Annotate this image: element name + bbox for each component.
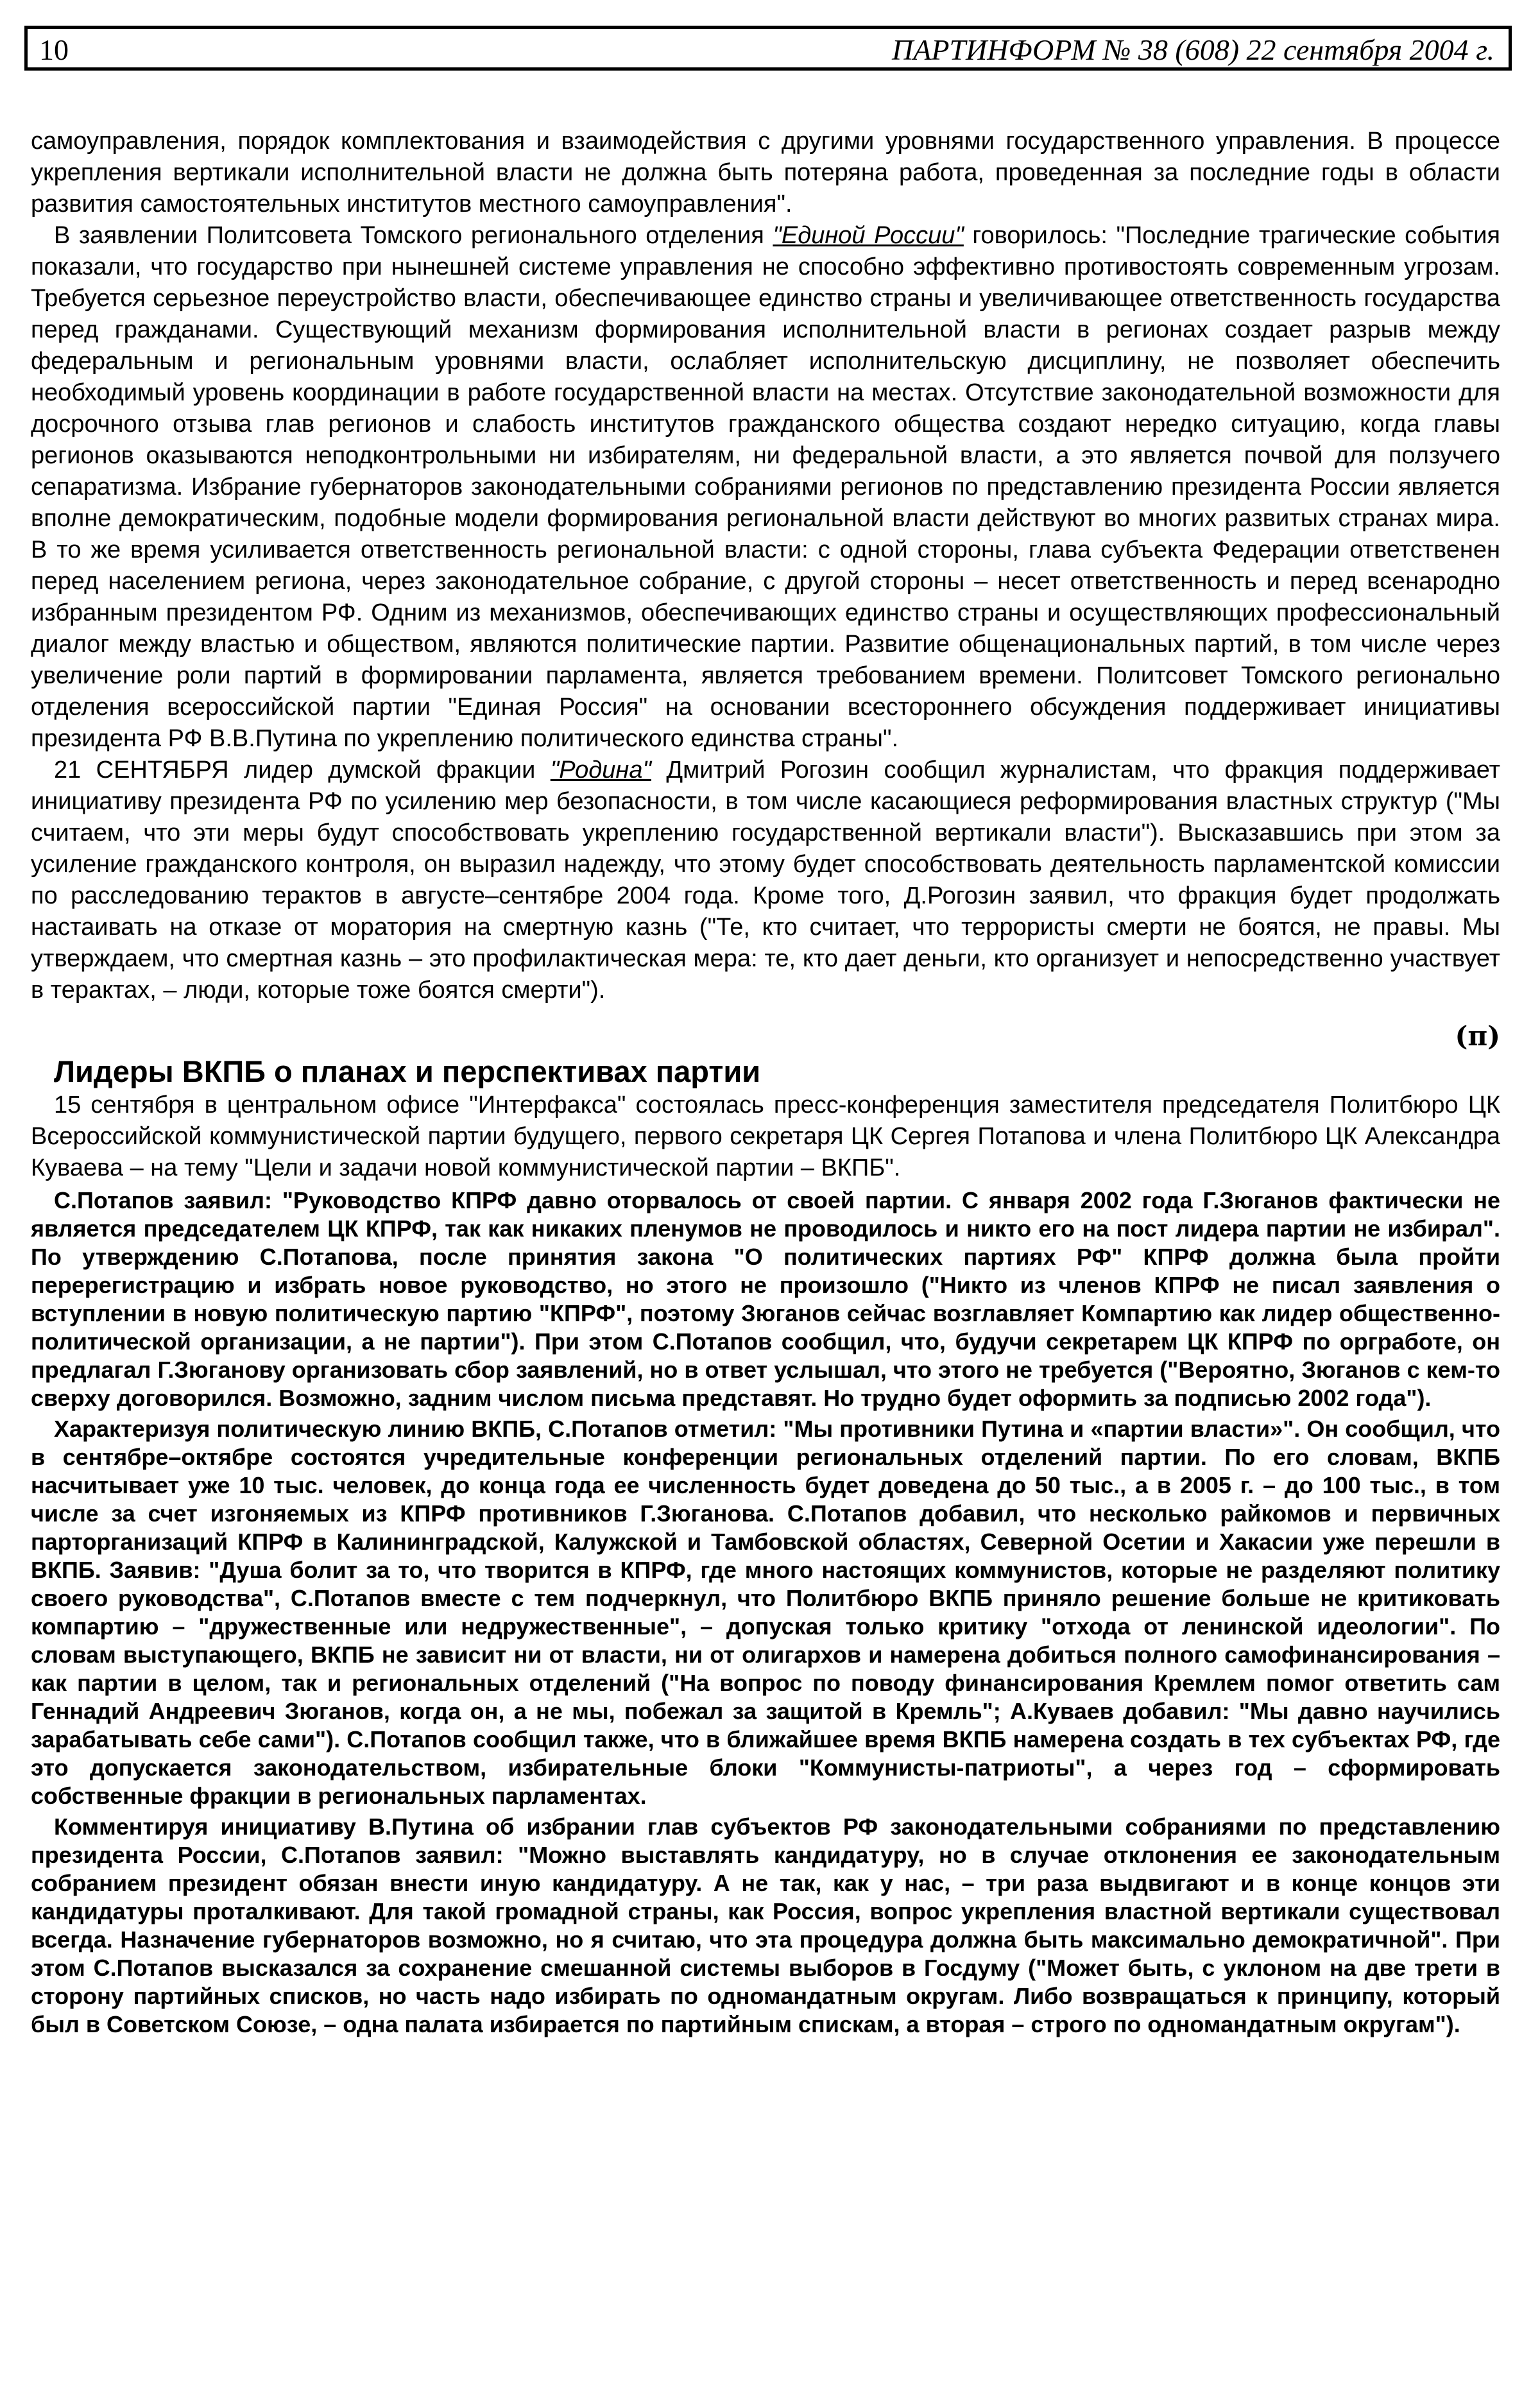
- article-title: Лидеры ВКПБ о планах и перспективах партии: [54, 1054, 761, 1088]
- paragraph-text: Дмитрий Рогозин сообщил журналистам, что фракция поддерживает инициативу президента РФ по усилению мер безопасности, в том числе касающиеся реформирования властных структур ("Мы считаем, что эти меры будут способствовать укреплению государственной вертикали власти"). Высказавшись при этом за усиление гражданского контроля, он выразил надежду, что этому будет способствовать деятельность парламентской комиссии по расследованию терактов в августе–сентябре 2004 года. Кроме того, Д.Рогозин заявил, что фракция будет продолжать настаивать на отказе от моратория на смертную казнь ("Те, кто считает, что террористы смерти не боятся, не правы. Мы утверждаем, что смертная казнь – это профилактическая мера: те, кто дает деньги, кто организует и непосредственно участвует в терактах, – люди, которые тоже боятся смерти").: [31, 757, 1501, 1004]
- paragraph-text: 21 СЕНТЯБРЯ лидер думской фракции: [54, 757, 551, 784]
- article-paragraph: [31, 220, 1500, 755]
- issue-info: ПАРТИНФОРМ № 38 (608) 22 сентября 2004 г.: [892, 33, 1494, 66]
- paragraph-text: говорилось: "Последние трагические события показали, что государство при нынешней системе управления не способно эффективно противостоять современным угрозам. Требуется серьезное переустройство власти, обеспечивающее единство страны и увеличивающее ответственность государства перед гражданами. Существующий механизм формирования исполнительной власти в регионах создает разрыв между федеральным и региональным уровнями власти, ослабляет исполнительскую дисциплину, не позволяет обеспечить необходимый уровень координации в работе государственной власти на местах. Отсутствие законодательной возможности для досрочного отзыва глав регионов и слабость институтов гражданского общества создают нередко ситуацию, когда главы регионов оказываются неподконтрольными ни избирателям, ни федеральной власти, а это является почвой для ползучего сепаратизма. Избрание губернаторов законодательными собраниями регионов по представлению президента России является вполне демократическим, подобные модели формирования региональной власти действуют во многих развитых странах мира. В то же время усиливается ответственность региональной власти: с одной стороны, глава субъекта Федерации ответственен перед населением региона, через законодательное собрание, с другой стороны – несет ответственность и перед всенародно избранным президентом РФ. Одним из механизмов, обеспечивающих единство страны и осуществляющих профессиональный диалог между властью и обществом, являются политические партии. Развитие общенациональных партий, в том числе через увеличение роли партий в формировании парламента, является требованием времени. Политсовет Томского регионально отделения всероссийской партии "Единая Россия" на основании всестороннего обсуждения поддерживает инициативы президента РФ В.В.Путина по укреплению политического единства страны".: [31, 222, 1501, 752]
- paragraph-text: В заявлении Политсовета Томского регионального отделения: [54, 222, 773, 249]
- party-link-rodina[interactable]: "Родина": [550, 757, 651, 784]
- article-paragraph: самоуправления, порядок комплектования и взаимодействия с другими уровнями государственного управления. В процессе укрепления вертикали исполнительной власти не должна быть потеряна работа, проведенная за последние годы в области развития самостоятельных институтов местного самоуправления".: [31, 128, 1500, 218]
- article-paragraph: С.Потапов заявил: "Руководство КПРФ давно оторвалось от своей партии. С января 2002 года Г.Зюганов фактически не является председателем ЦК КПРФ, так как никаких пленумов не проводилось и никто его на пост лидера партии не избирал". По утверждению С.Потапова, после принятия закона "О политических партиях РФ" КПРФ должна была пройти перерегистрацию и избрать новое руководство, но этого не произошло ("Никто из членов КПРФ не писал заявления о вступлении в новую политическую партию "КПРФ", поэтому Зюганов сейчас возглавляет Компартию как лидер общественно-политической организации, а не партии"). При этом С.Потапов сообщил, что, будучи секретарем ЦК КПРФ по оргработе, он предлагал Г.Зюганову организовать сбор заявлений, но в ответ услышал, что этого не требуется ("Вероятно, Зюганов с кем-то сверху договорился. Возможно, задним числом письма представят. Но трудно будет оформить за подписью 2002 года").: [31, 1187, 1500, 1411]
- page-number: 10: [39, 33, 69, 66]
- party-link-edinaya-rossiya[interactable]: "Единой России": [773, 222, 964, 249]
- article-paragraph: [31, 755, 1500, 1006]
- article-intro: 15 сентября в центральном офисе "Интерфакса" состоялась пресс-конференция заместителя председателя Политбюро ЦК Всероссийской коммунистической партии будущего, первого секретаря ЦК Сергея Потапова и члена Политбюро ЦК Александра Куваева – на тему "Цели и задачи новой коммунистической партии – ВКПБ".: [31, 1092, 1500, 1181]
- author-signature: (π): [1455, 1020, 1500, 1052]
- page-content: [31, 126, 1500, 2039]
- article-body: [31, 1187, 1500, 2039]
- page-header: [24, 26, 1512, 71]
- article-paragraph: Характеризуя политическую линию ВКПБ, С.Потапов отметил: "Мы противники Путина и «партии власти»". Он сообщил, что в сентябре–октябре состоятся учредительные конференции региональных отделений партии. По его словам, ВКПБ насчитывает уже 10 тыс. человек, до конца года ее численность будет доведена до 50 тыс., а в 2005 г. – до 100 тыс., в том числе за счет изгоняемых из КПРФ противников Г.Зюганова. С.Потапов добавил, что несколько райкомов и первичных парторганизаций КПРФ в Калининградской, Калужской и Тамбовской областях, Северной Осетии и Хакасии уже перешли в ВКПБ. Заявив: "Душа болит за то, что творится в КПРФ, где много настоящих коммунистов, которые не разделяют политику своего руководства", С.Потапов вместе с тем подчеркнул, что Политбюро ВКПБ приняло решение больше не критиковать компартию – "дружественные или недружественные", – допуская только критику "отхода от ленинской идеологии". По словам выступающего, ВКПБ не зависит ни от власти, ни от олигархов и намерена добиться полного самофинансирования – как партии в целом, так и региональных отделений ("На вопрос по поводу финансирования Кремлем помог ответить сам Геннадий Андреевич Зюганов, когда он, а не мы, побежал за защитой в Кремль"; А.Куваев добавил: "Мы давно научились зарабатывать себе сами"). С.Потапов сообщил также, что в ближайшее время ВКПБ намерена создать в тех субъектах РФ, где это допускается законодательством, избирательные блоки "Коммунисты-патриоты", а через год – сформировать собственные фракции в региональных парламентах.: [31, 1416, 1500, 1809]
- article-paragraph: Комментируя инициативу В.Путина об избрании глав субъектов РФ законодательными собраниями по представлению президента России, С.Потапов заявил: "Можно выставлять кандидатуру, но в случае отклонения ее законодательным собранием президент обязан внести иную кандидатуру. А не так, как у нас, – три раза выдвигают и в конце концов эти кандидатуры проталкивают. Для такой громадной страны, как Россия, вопрос укрепления властной вертикали существовал всегда. Назначение губернаторов возможно, но я считаю, что эта процедура должна быть максимально демократичной". При этом С.Потапов высказался за сохранение смешанной системы выборов в Госдуму ("Может быть, с уклоном на две трети в сторону партийных списков, но часть надо избирать по одномандатным округам. Либо возвращаться к принципу, который был в Советском Союзе, – одна палата избирается по партийным спискам, а вторая – строго по одномандатным округам").: [31, 1813, 1500, 2037]
